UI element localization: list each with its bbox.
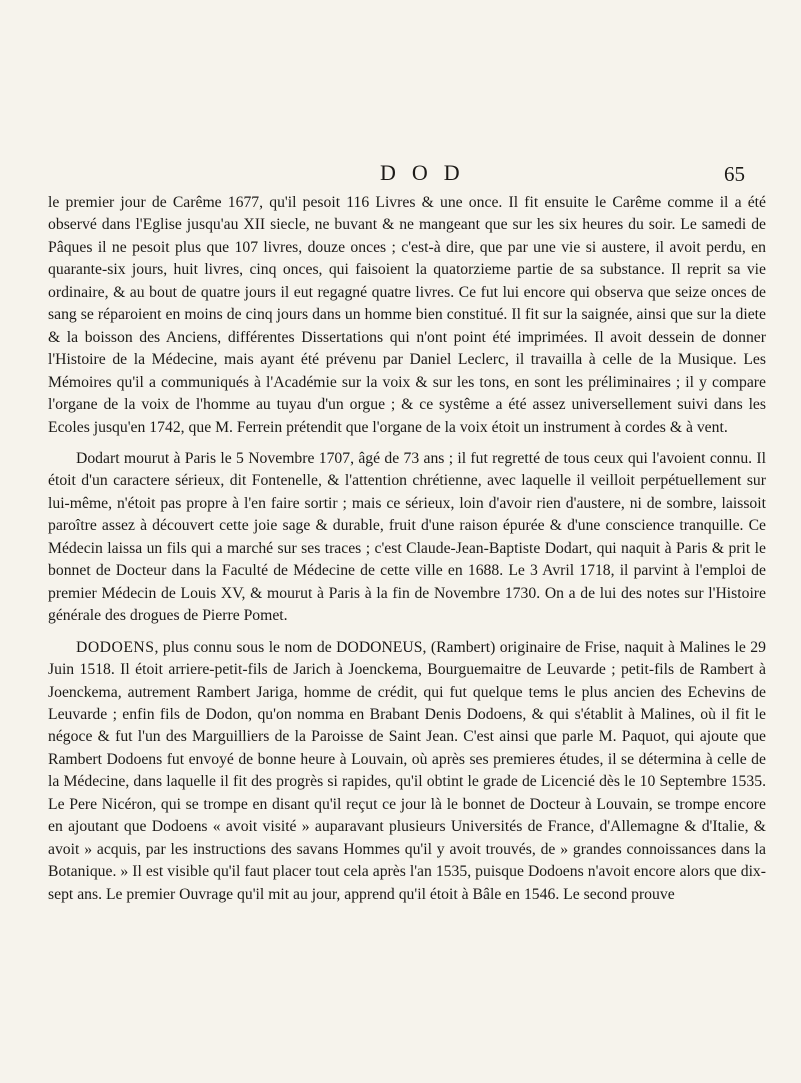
- running-header: [0, 160, 801, 190]
- paragraph-dodart-continued: le premier jour de Carême 1677, qu'il pesoit 116 Livres & une once. Il fit ensuite le Carême comme il a été observé dans l'Eglise jusqu'au XII siecle, ne buvant & ne mangeant que sur les six heures du soir. Le samedi de Pâques il ne pesoit plus que 107 livres, douze onces ; c'est-à dire, que par une vie si austere, il avoit perdu, en quarante-six jours, huit livres, cinq onces, qui faisoient la quatorzieme partie de sa substance. Il reprit sa vie ordinaire, & au bout de quatre jours il eut regagné quatre livres. Ce fut lui encore qui observa que seize onces de sang se réparoient en moins de cinq jours dans un homme bien constitué. Il fit sur la saignée, ainsi que sur la diete & la boisson des Anciens, différentes Dissertations qui n'ont point été imprimées. Il avoit dessein de donner l'Histoire de la Médecine, mais ayant été prévenu par Daniel Leclerc, il travailla à celle de la Musique. Les Mémoires qu'il a communiqués à l'Académie sur la voix & sur les tons, en sont les préliminaires ; il y compare l'organe de la voix de l'homme au tuyau d'un orgue ; & ce systême a été assez universellement suivi dans les Ecoles jusqu'en 1742, que M. Ferrein prétendit que l'organe de la voix étoit un instrument à cordes & à vent.: [48, 194, 766, 436]
- entry-dodoens-text: , plus connu sous le nom de DODONEUS, (Rambert) originaire de Frise, naquit à Malines le 29 Juin 1518. Il étoit arriere-petit-fils de Jarich à Joenckema, Bourguemaitre de Leuvarde ; petit-fils de Rambert à Joenckema, autrement Rambert Jariga, homme de crédit, qui fut quelque tems le plus ancien des Echevins de Leuvarde ; enfin fils de Dodon, qu'on nomma en Brabant Denis Dodoens, & qui s'établit à Malines, où il fit le négoce & fut l'un des Marguilliers de la Paroisse de Saint Jean. C'est ainsi que parle M. Paquot, qui ajoute que Rambert Dodoens fut envoyé de bonne heure à Louvain, où après ses premieres études, il se détermina à celle de la Médecine, dans laquelle il fit des progrès si rapides, qu'il obtint le grade de Licencié dès le 10 Septembre 1535. Le Pere Nicéron, qui se trompe en disant qu'il reçut ce jour là le bonnet de Docteur à Louvain, se trompe encore en ajoutant que Dodoens « avoit visité » auparavant plusieurs Universités de France, d'Allemagne & d'Italie, & avoit » acquis, par les instructions des savans Hommes qu'il y avoit trouvés, de » grandes connoissances dans la Botanique. » Il est visible qu'il faut placer tout cela après l'an 1535, puisque Dodoens n'avoit encore alors que dix-sept ans. Le premier Ouvrage qu'il mit au jour, apprend qu'il étoit à Bâle en 1546. Le second prouve: [48, 638, 766, 903]
- entry-headword: DODOENS: [76, 638, 155, 656]
- page-body: [48, 192, 766, 906]
- page-number: 65: [724, 162, 745, 186]
- entry-dodoens: [48, 637, 766, 906]
- paragraph-dodart-death: Dodart mourut à Paris le 5 Novembre 1707, âgé de 73 ans ; il fut regretté de tous ceux qui l'avoient connu. Il étoit d'un caractere sérieux, dit Fontenelle, & l'attention chrétienne, avec laquelle il veilloit perpétuellement sur lui-même, n'étoit pas propre à l'en faire sortir ; mais ce sérieux, loin d'avoir rien d'austere, ni de sombre, laissoit paroître assez à découvert cette joie sage & durable, fruit d'une raison épurée & d'une conscience tranquille. Ce Médecin laissa un fils qui a marché sur ses traces ; c'est Claude-Jean-Baptiste Dodart, qui naquit à Paris & prit le bonnet de Docteur dans la Faculté de Médecine de cette ville en 1688. Le 3 Avril 1718, il parvint à l'emploi de premier Médecin de Louis XV, & mourut à Paris à la fin de Novembre 1730. On a de lui des notes sur l'Histoire générale des drogues de Pierre Pomet.: [48, 449, 766, 625]
- running-head-title: DOD: [380, 160, 476, 185]
